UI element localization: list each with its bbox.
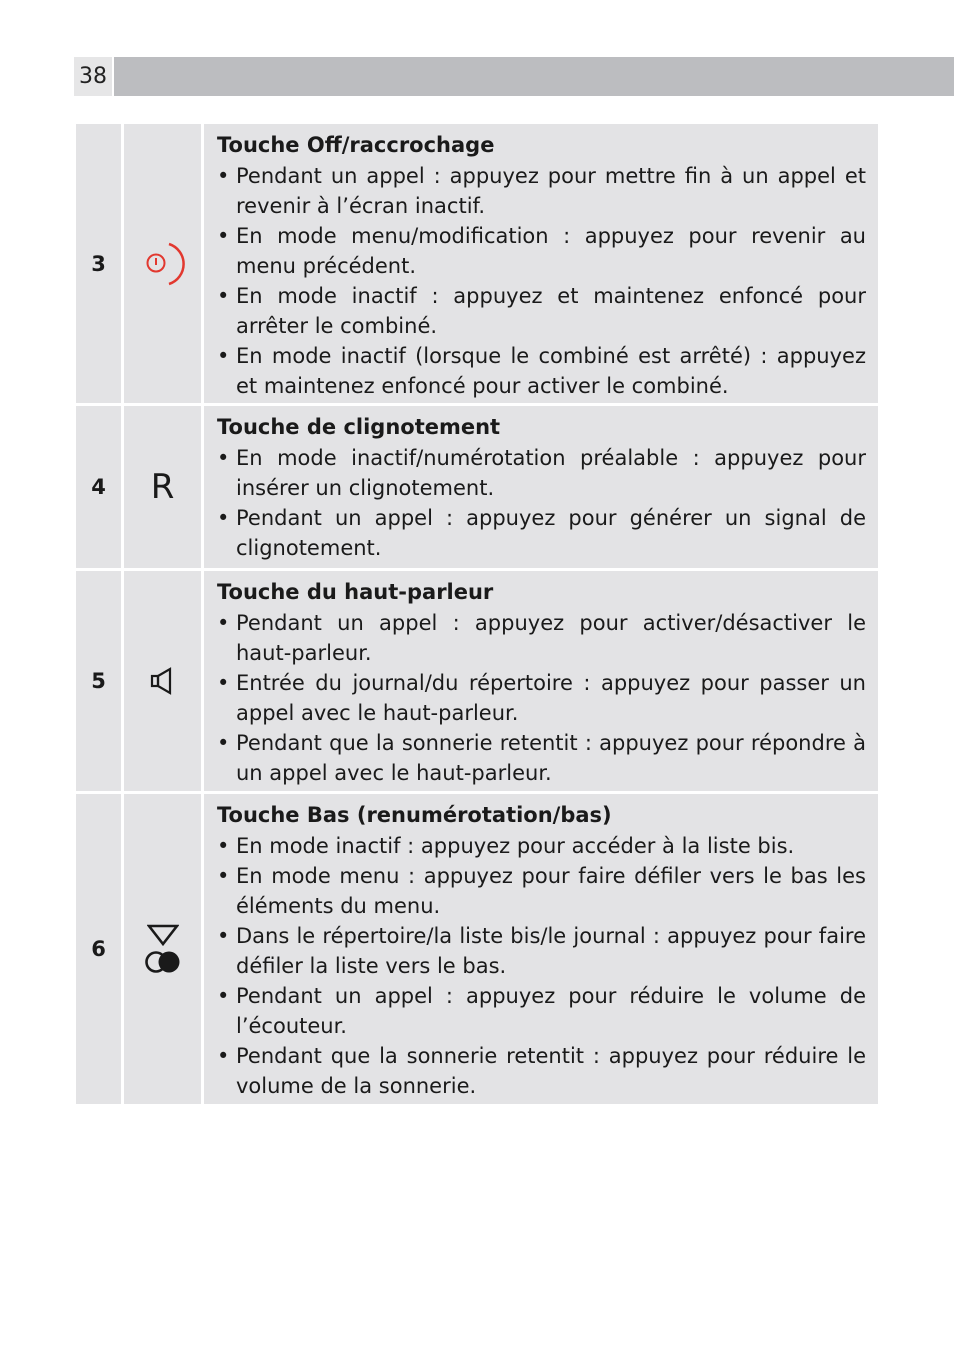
list-item: • Pendant un appel : appuyez pour activer/désactiver le haut-parleur.: [217, 608, 866, 668]
down-arrow-icon: [147, 924, 179, 946]
key-number: 3: [76, 124, 121, 403]
list-item: • En mode inactif (lorsque le combiné est arrêté) : appuyez et maintenez enfoncé pour activer le combiné.: [217, 341, 866, 401]
key-number: 5: [76, 571, 121, 791]
speaker-icon: [150, 667, 176, 695]
description-cell: [204, 406, 878, 568]
key-number: 4: [76, 406, 121, 568]
icon-cell: [124, 124, 201, 403]
description-cell: [204, 124, 878, 403]
description-cell: [204, 571, 878, 791]
list-item: • En mode menu : appuyez pour faire défiler vers le bas les éléments du menu.: [217, 861, 866, 921]
flash-r-icon: R: [150, 467, 175, 507]
key-title: Touche Bas (renumérotation/bas): [217, 803, 612, 827]
bullet-list: [217, 443, 866, 563]
list-item: • En mode menu/modification : appuyez pour revenir au menu précédent.: [217, 221, 866, 281]
list-item: • Dans le répertoire/la liste bis/le journal : appuyez pour faire défiler la liste vers le bas.: [217, 921, 866, 981]
list-item: • Pendant un appel : appuyez pour générer un signal de clignotement.: [217, 503, 866, 563]
key-number: 6: [76, 794, 121, 1104]
table-row: [76, 124, 878, 403]
icon-cell: [124, 794, 201, 1104]
bullet-list: [217, 161, 866, 401]
bullet-list: [217, 608, 866, 788]
list-item: • Pendant un appel : appuyez pour réduire le volume de l’écouteur.: [217, 981, 866, 1041]
icon-cell: [124, 571, 201, 791]
key-table: [76, 124, 878, 1107]
header-bar: [114, 57, 954, 96]
list-item: • En mode inactif : appuyez pour accéder à la liste bis.: [217, 831, 866, 861]
list-item: • Entrée du journal/du répertoire : appuyez pour passer un appel avec le haut-parleur.: [217, 668, 866, 728]
bullet-list: [217, 831, 866, 1101]
list-item: • Pendant que la sonnerie retentit : appuyez pour réduire le volume de la sonnerie.: [217, 1041, 866, 1101]
table-row: [76, 406, 878, 568]
key-title: Touche Off/raccrochage: [217, 133, 495, 157]
key-title: Touche du haut-parleur: [217, 580, 494, 604]
power-off-icon: [141, 240, 185, 288]
down-redial-icon: [144, 924, 182, 974]
redial-icon: [144, 950, 182, 974]
page-number: 38: [74, 57, 112, 96]
list-item: • Pendant que la sonnerie retentit : appuyez pour répondre à un appel avec le haut-parleur.: [217, 728, 866, 788]
page-header: [74, 57, 954, 96]
table-row: [76, 571, 878, 791]
list-item: • Pendant un appel : appuyez pour mettre fin à un appel et revenir à l’écran inactif.: [217, 161, 866, 221]
list-item: • En mode inactif : appuyez et maintenez enfoncé pour arrêter le combiné.: [217, 281, 866, 341]
description-cell: [204, 794, 878, 1104]
icon-cell: [124, 406, 201, 568]
list-item: • En mode inactif/numérotation préalable : appuyez pour insérer un clignotement.: [217, 443, 866, 503]
key-title: Touche de clignotement: [217, 415, 501, 439]
table-row: [76, 794, 878, 1104]
